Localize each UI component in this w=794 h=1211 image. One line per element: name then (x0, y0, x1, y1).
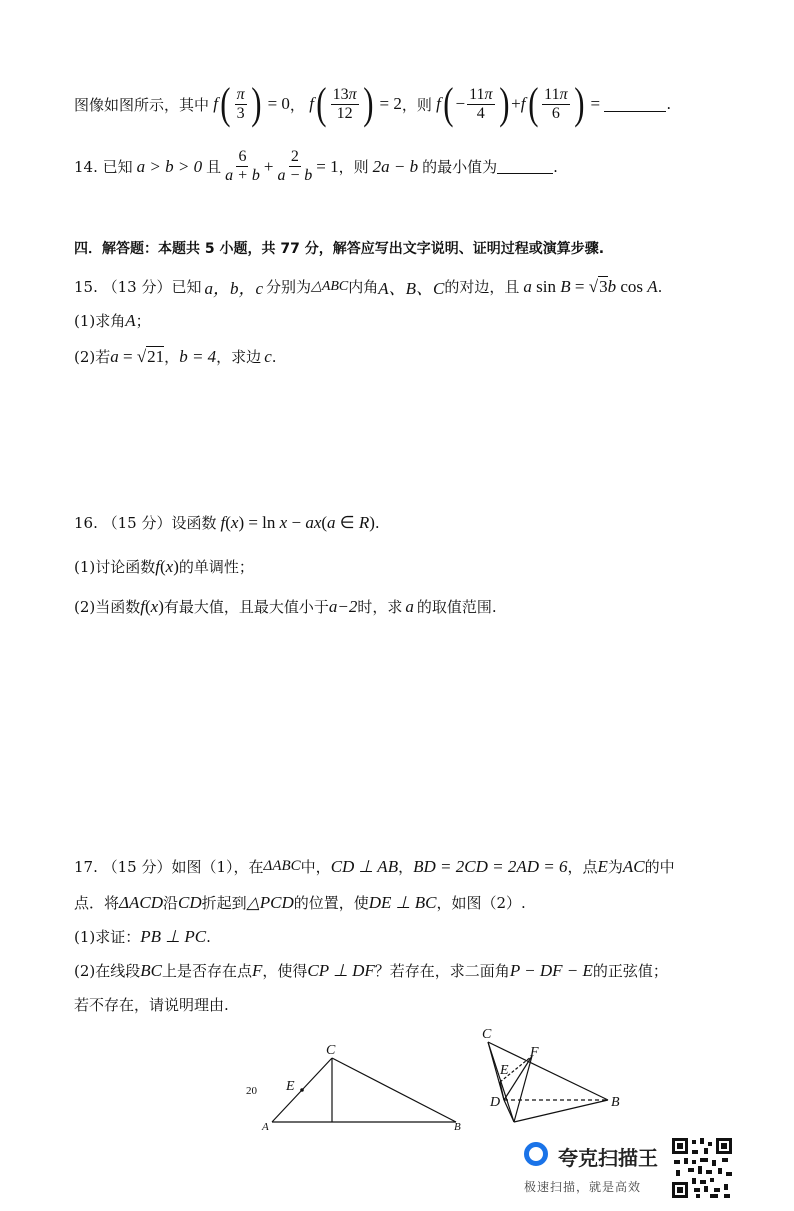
q15-part1: (1)求角 A ； (74, 310, 151, 330)
fraction: $\frac{11\pi}{6}$ (544, 85, 568, 122)
edge-pb (514, 1100, 608, 1122)
q13-lead: 图像如图所示，其中 (74, 95, 210, 114)
answer-blank[interactable] (497, 159, 553, 174)
fraction: $\frac{11\pi}{4}$ (469, 85, 493, 122)
label-c: C (326, 1043, 336, 1058)
edge-fp (514, 1056, 532, 1122)
q16-line: 16. （15 分）设函数 f(x) = ln x − ax(a ∈ R) . (74, 512, 380, 532)
fraction: $\frac{13\pi}{12}$ (332, 85, 357, 122)
fraction: $\frac{\pi}{3}$ (236, 85, 245, 122)
segment-cb (332, 1058, 456, 1122)
brand-slogan: 极速扫描，就是高效 (524, 1180, 642, 1194)
scanner-watermark (522, 1136, 742, 1200)
label-a: A (262, 1121, 269, 1132)
q15-line: 15. （13 分）已知 a，b，c 分别为 △ABC 内角 A、B、C 的对边，且 a sin B = √3b cos A . (74, 276, 663, 298)
q17-line2: 点．将 ΔACD 沿 CD 折起到 △PCD 的位置，使 DE ⊥ BC ，如图（2）. (74, 892, 526, 912)
side-label: 20 (246, 1085, 257, 1097)
section-heading: 四．解答题：本题共 5 小题，共 77 分，解答应写出文字说明、证明过程或演算步骤. (74, 241, 605, 257)
q15-part2: (2)若 a = √21 ， b = 4 ，求边 c . (74, 346, 277, 366)
q17-line1: 17. （15 分）如图（1），在 ΔABC 中， CD ⊥ AB ， BD = 2CD = 2AD = 6 ，点 E 为 AC 的中 (74, 856, 675, 876)
q14-line: 14. 已知 a > b > 0 且 $\frac{6}{a + b}$ + $\frac{2}{a - b}$ = 1 ，则 2a − b 的最小值为 . (74, 148, 558, 184)
brand-name: 夸克扫描王 (558, 1146, 658, 1170)
quark-logo-icon (524, 1142, 548, 1166)
label-b: B (611, 1095, 620, 1110)
q17-line4: (2)在线段 BC 上是否存在点 F ，使得 CP ⊥ DF ？若存在，求二面角 P − DF − E 的正弦值； (74, 960, 668, 980)
q17-line5: 若不存在，请说明理由. (74, 996, 229, 1014)
qr-code-icon (670, 1136, 734, 1200)
q13-tail-line: 图像如图所示，其中 f ( $\frac{\pi}{3}$ ) = 0 ， f ( $\frac{13\pi}{12}$ ) = 2 ，则 f ( − $\frac{11\pi}{4}$ ) + f ( $\frac{11\pi}{6}$ ) = . (74, 79, 672, 128)
figure-1-triangle (240, 1036, 480, 1132)
figure-2-tetrahedron (470, 1022, 630, 1126)
fraction: $\frac{6}{a + b}$ (225, 148, 260, 184)
label-f: F (530, 1045, 539, 1060)
q14-number: 14. 已知 (74, 158, 133, 176)
answer-blank[interactable] (604, 97, 666, 112)
edge-pc (488, 1042, 514, 1122)
fraction: $\frac{2}{a - b}$ (277, 148, 313, 184)
label-d: D (490, 1095, 501, 1110)
q17-line3: (1)求证： PB ⊥ PC . (74, 926, 211, 946)
label-c: C (482, 1027, 492, 1042)
point-e (300, 1088, 304, 1092)
q16-part2: (2)当函数 f(x) 有最大值，且最大值小于 a−2 时，求 a 的取值范围. (74, 596, 497, 616)
label-e: E (286, 1079, 295, 1094)
q16-part1: (1)讨论函数 f(x) 的单调性； (74, 556, 254, 576)
label-b: B (454, 1121, 461, 1132)
label-e: E (500, 1063, 509, 1078)
edge-pd (504, 1100, 514, 1122)
